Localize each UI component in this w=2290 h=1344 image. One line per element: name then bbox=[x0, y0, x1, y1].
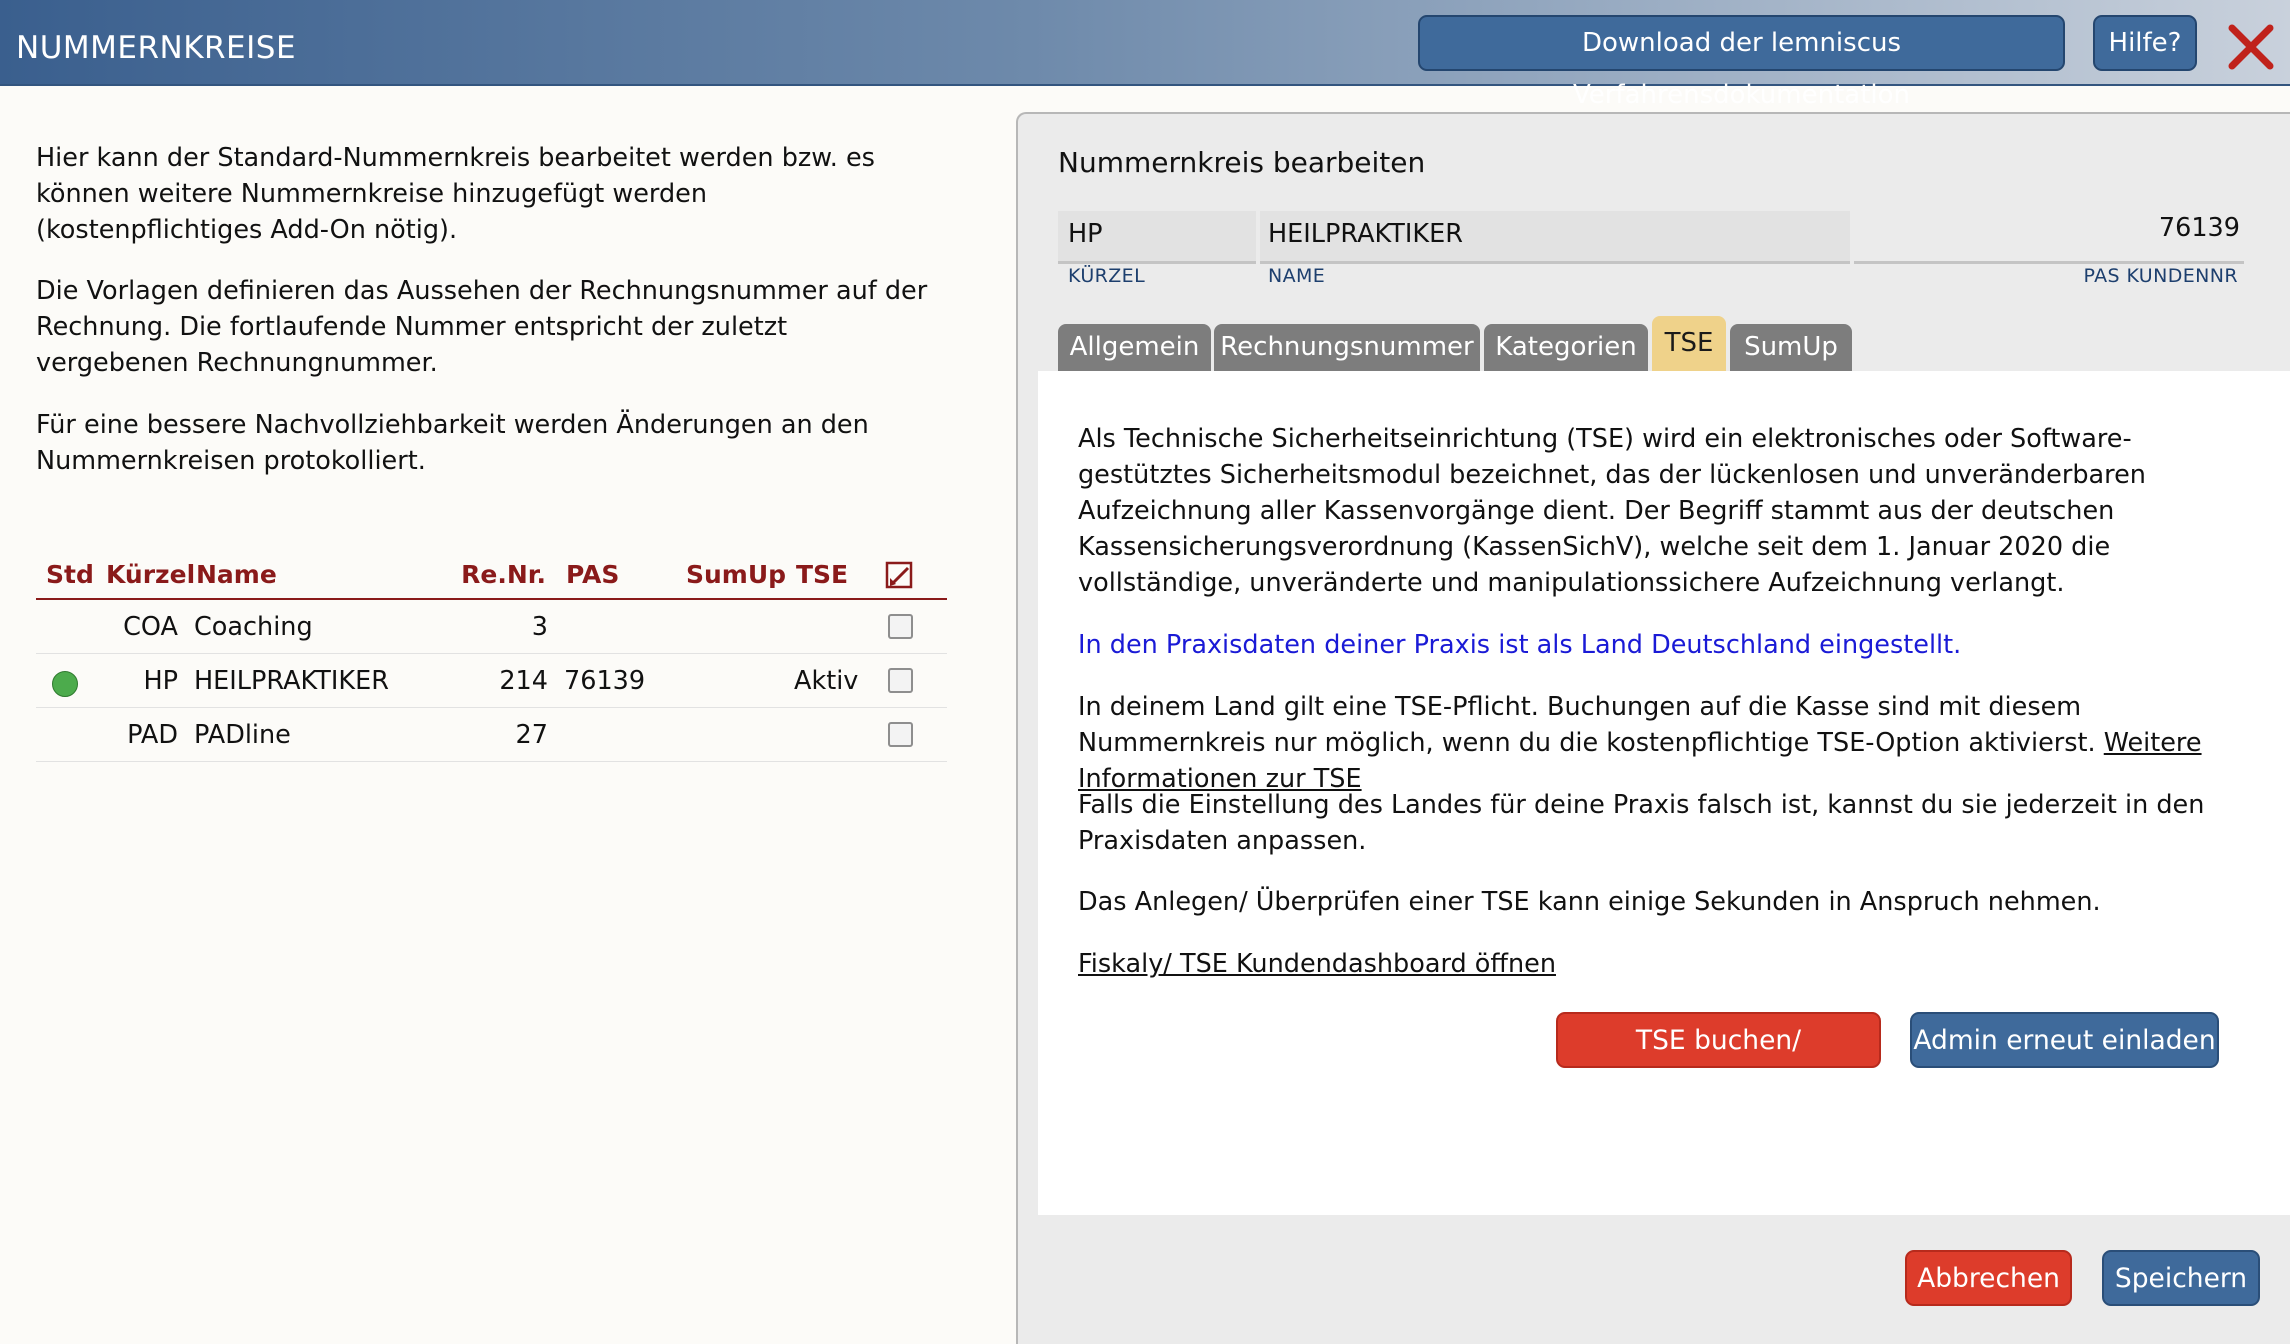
cell-pas: 76139 bbox=[564, 666, 646, 696]
duration-note: Das Anlegen/ Überprüfen einer TSE kann einige Sekunden in Anspruch nehmen. bbox=[1078, 887, 2101, 917]
table-row[interactable] bbox=[36, 600, 947, 654]
col-renr[interactable]: Re.Nr. bbox=[461, 560, 546, 589]
fiskaly-dashboard-link[interactable]: Fiskaly/ TSE Kundendashboard öffnen bbox=[1078, 949, 1556, 979]
cell-tse: Aktiv bbox=[794, 666, 859, 696]
cell-kuerzel: COA bbox=[123, 612, 178, 642]
table-header bbox=[36, 556, 947, 600]
name-value[interactable]: HEILPRAKTIKER bbox=[1268, 219, 1463, 249]
intro-paragraph: Hier kann der Standard-Nummernkreis bearbeitet werden bzw. es können weitere Nummernkreise hinzugefügt werden (kostenpflichtiges Add-On nötig). bbox=[36, 143, 875, 245]
cell-name: Coaching bbox=[194, 612, 313, 642]
more-info-link[interactable]: Weitere Informationen zur TSE bbox=[1078, 728, 2202, 794]
cell-name: HEILPRAKTIKER bbox=[194, 666, 389, 696]
download-documentation-button[interactable]: Download der lemniscus Verfahrensdokumentation bbox=[1418, 15, 2065, 71]
edit-panel-title: Nummernkreis bearbeiten bbox=[1058, 146, 1426, 179]
kuerzel-value[interactable]: HP bbox=[1068, 219, 1103, 249]
tse-book-button[interactable]: TSE buchen/ überprüfen bbox=[1556, 1012, 1881, 1068]
cell-kuerzel: PAD bbox=[127, 720, 178, 750]
name-label: NAME bbox=[1268, 265, 1326, 287]
tse-duty-paragraph bbox=[1078, 689, 2238, 797]
table-row[interactable] bbox=[36, 708, 947, 762]
protocol-paragraph: Für eine bessere Nachvollziehbarkeit werden Änderungen an den Nummernkreisen protokolliert. bbox=[36, 410, 869, 476]
tab-rechnungsnummer[interactable]: Rechnungsnummer bbox=[1214, 324, 1480, 372]
dashboard-link-wrap bbox=[1078, 946, 1556, 982]
col-kuerzel[interactable]: Kürzel bbox=[106, 560, 196, 589]
pas-value[interactable]: 76139 bbox=[2158, 213, 2240, 243]
tab-sumup[interactable]: SumUp bbox=[1730, 324, 1852, 372]
kuerzel-label: KÜRZEL bbox=[1068, 265, 1146, 287]
row-checkbox[interactable] bbox=[888, 668, 913, 693]
admin-invite-button[interactable]: Admin erneut einladen bbox=[1910, 1012, 2219, 1068]
number-ranges-table bbox=[36, 556, 947, 762]
tab-kategorien[interactable]: Kategorien bbox=[1484, 324, 1648, 372]
cell-renr: 214 bbox=[499, 666, 548, 696]
tab-tse[interactable]: TSE bbox=[1652, 316, 1726, 372]
tse-intro-text: Als Technische Sicherheitseinrichtung (TSE) wird ein elektronisches oder Software-gestütztes Sicherheitsmodul bezeichnet, das der lückenlosen und unveränderbaren Aufzeichnung aller Kassenvorgänge dient. Der Begriff stammt aus der deutschen Kassensicherungsverordnung (KassenSichV), welche seit dem 1. Januar 2020 die vollständige, unveränderte und manipulationssichere Aufzeichnung verlangt. bbox=[1078, 424, 2146, 598]
standard-indicator-icon bbox=[52, 671, 78, 697]
col-name[interactable]: Name bbox=[196, 560, 277, 589]
template-paragraph: Die Vorlagen definieren das Aussehen der Rechnungsnummer auf der Rechnung. Die fortlaufende Nummer entspricht der zuletzt vergebenen Rechnungnummer. bbox=[36, 276, 928, 378]
cell-renr: 27 bbox=[515, 720, 548, 750]
edit-icon[interactable] bbox=[884, 560, 914, 590]
close-icon[interactable] bbox=[2226, 22, 2276, 72]
help-button[interactable]: Hilfe? bbox=[2093, 15, 2197, 71]
cancel-button[interactable]: Abbrechen bbox=[1905, 1250, 2072, 1306]
tse-duty-text: In deinem Land gilt eine TSE-Pflicht. Buchungen auf die Kasse sind mit diesem Nummernkreis nur möglich, wenn du die kostenpflichtige TSE-Option aktivierst. bbox=[1078, 692, 2096, 758]
cell-name: PADline bbox=[194, 720, 291, 750]
col-std[interactable]: Std bbox=[46, 560, 94, 589]
cell-renr: 3 bbox=[531, 612, 548, 642]
country-note: In den Praxisdaten deiner Praxis ist als Land Deutschland eingestellt. bbox=[1078, 630, 1962, 660]
pas-label: PAS KUNDENNR bbox=[2083, 265, 2238, 287]
row-checkbox[interactable] bbox=[888, 614, 913, 639]
save-button[interactable]: Speichern bbox=[2102, 1250, 2260, 1306]
col-pas[interactable]: PAS bbox=[566, 560, 620, 589]
cell-kuerzel: HP bbox=[143, 666, 178, 696]
page-title: NUMMERNKREISE bbox=[16, 30, 297, 66]
col-sumup[interactable]: SumUp bbox=[686, 560, 787, 589]
table-row[interactable] bbox=[36, 654, 947, 708]
col-tse[interactable]: TSE bbox=[796, 560, 849, 589]
row-checkbox[interactable] bbox=[888, 722, 913, 747]
tab-allgemein[interactable]: Allgemein bbox=[1058, 324, 1211, 372]
wrong-country-text: Falls die Einstellung des Landes für deine Praxis falsch ist, kannst du sie jederzeit in den Praxisdaten anpassen. bbox=[1078, 790, 2205, 856]
